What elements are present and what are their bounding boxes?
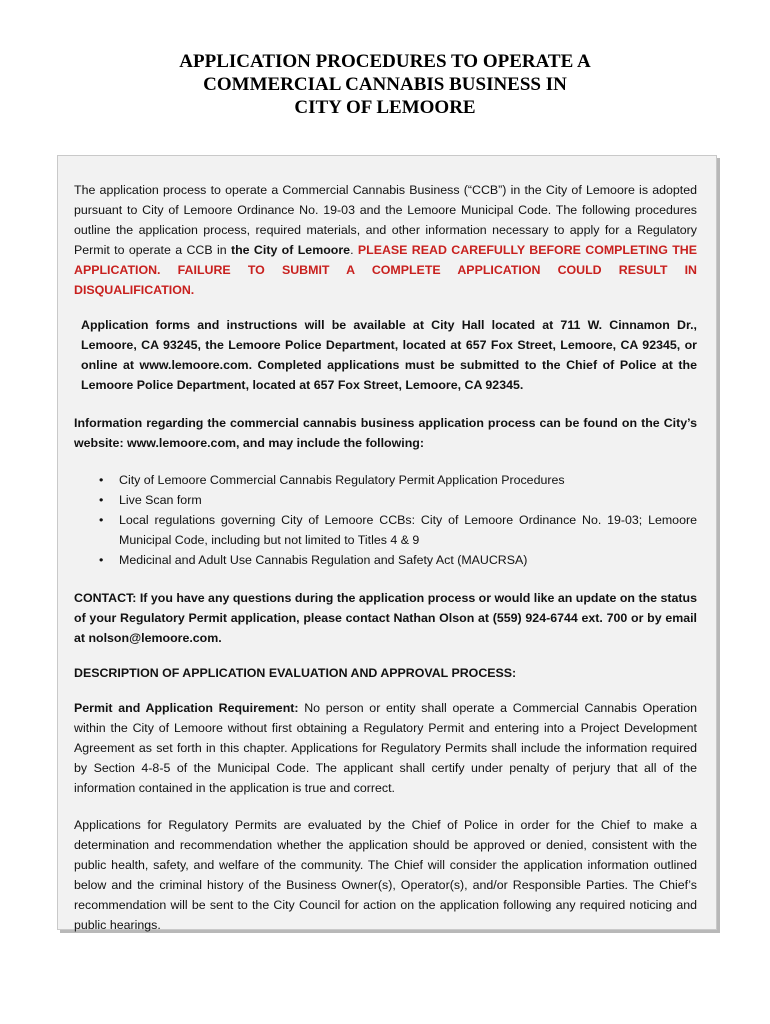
title-line-3: CITY OF LEMOORE: [294, 97, 476, 118]
contact-paragraph: CONTACT: If you have any questions during the application process or would like an update on the status of your Regulatory Permit application, please contact Nathan Olson at (559) 924-6744 ext. 700 or by email at nolson@lemoore.com.: [74, 591, 697, 645]
evaluation-paragraph: Applications for Regulatory Permits are evaluated by the Chief of Police in order for the Chief to make a determination and recommendation whether the application should be approved or denied, consistent with the public health, safety, and welfare of the community. The Chief will consider the application information outlined below and the criminal history of the Business Owner(s), Operator(s), and/or Responsible Parties. The Chief’s recommendation will be sent to the City Council for action on the application following any required noticing and public hearings.: [74, 818, 697, 932]
intro-city-bold: the City of Lemoore: [230, 243, 351, 257]
intro-paragraph: [74, 180, 697, 300]
availability-paragraph: Application forms and instructions will be available at City Hall located at 711 W. Cinnamon Dr., Lemoore, CA 93245, the Lemoore Police Department, located at 657 Fox Street, Lemoore, CA 92345, or online at www.lemoore.com. Completed applications must be submitted to the Chief of Police at the Lemoore Police Department, located at 657 Fox Street, Lemoore, CA 92345.: [81, 318, 697, 392]
list-item: • City of Lemoore Commercial Cannabis Regulatory Permit Application Procedures: [119, 470, 697, 490]
list-item: • Local regulations governing City of Lemoore CCBs: City of Lemoore Ordinance No. 19-03; Lemoore Municipal Code, including but not limited to Titles 4 & 9: [119, 510, 697, 550]
permit-label: Permit and Application Requirement:: [74, 701, 299, 715]
permit-text: No person or entity shall operate a Commercial Cannabis Operation within the City of Lemoore without first obtaining a Regulatory Permit and entering into a Project Development Agreement as set forth in this chapter. Applications for Regulatory Permits shall include the information required by Section 4-8-5 of the Municipal Code. The applicant shall certify under penalty of perjury that all of the information contained in the application is true and correct.: [74, 701, 697, 795]
permit-paragraph: [74, 698, 697, 798]
description-heading: DESCRIPTION OF APPLICATION EVALUATION AND APPROVAL PROCESS:: [74, 666, 517, 680]
document-title: [0, 50, 770, 119]
document-body: [74, 180, 697, 935]
intro-text: The application process to operate a Commercial Cannabis Business (“CCB”) in the City of Lemoore is adopted pursuant to City of Lemoore Ordinance No. 19-03 and the Lemoore Municipal Code. The following procedures outline the application process, required materials, and other information necessary to apply for a Regulatory Permit to operate a CCB in: [74, 183, 697, 257]
list-item: • Medicinal and Adult Use Cannabis Regulation and Safety Act (MAUCRSA): [119, 550, 697, 570]
intro-period: .: [350, 243, 358, 257]
resource-list: [74, 470, 697, 570]
title-line-2: COMMERCIAL CANNABIS BUSINESS IN: [203, 74, 567, 95]
info-intro-paragraph: Information regarding the commercial cannabis business application process can be found on the City’s website: www.lemoore.com, and may include the following:: [74, 416, 697, 450]
title-line-1: APPLICATION PROCEDURES TO OPERATE A: [179, 51, 591, 72]
intro-warning: PLEASE READ CAREFULLY BEFORE COMPLETING THE APPLICATION. FAILURE TO SUBMIT A COMPLETE APPLICATION COULD RESULT IN DISQUALIFICATION.: [74, 243, 697, 297]
list-item: • Live Scan form: [119, 490, 697, 510]
